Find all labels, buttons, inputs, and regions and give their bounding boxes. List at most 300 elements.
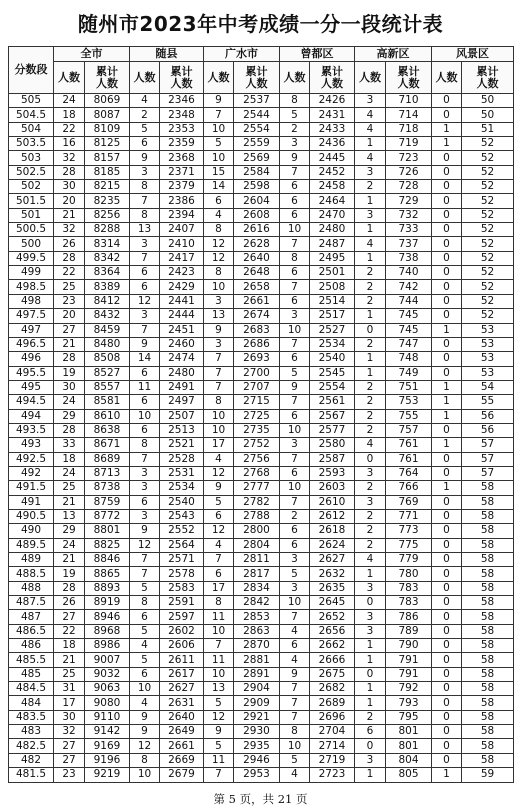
cumulative-cell: 2723 (310, 768, 355, 782)
cumulative-cell: 2661 (234, 294, 280, 308)
cumulative-cell: 2464 (310, 194, 355, 208)
count-cell: 6 (280, 194, 310, 208)
count-cell: 0 (432, 108, 462, 122)
cumulative-cell: 8759 (85, 495, 130, 509)
score-cell: 491.5 (9, 481, 54, 495)
cumulative-cell: 8581 (85, 395, 130, 409)
count-cell: 0 (355, 323, 386, 337)
cumulative-cell: 8689 (85, 452, 130, 466)
count-cell: 2 (355, 395, 386, 409)
count-cell: 0 (432, 596, 462, 610)
cumulative-cell: 714 (386, 108, 432, 122)
count-cell: 1 (355, 366, 386, 380)
count-cell: 6 (130, 266, 160, 280)
count-cell: 13 (130, 223, 160, 237)
cumulative-cell: 2567 (310, 409, 355, 423)
count-cell: 5 (280, 567, 310, 581)
count-cell: 8 (130, 753, 160, 767)
table-row (9, 495, 514, 509)
cumulative-cell: 2640 (234, 251, 280, 265)
cumulative-cell: 2501 (310, 266, 355, 280)
count-cell: 3 (280, 309, 310, 323)
count-cell: 10 (204, 624, 234, 638)
cumulative-cell: 773 (386, 524, 432, 538)
count-cell: 8 (204, 266, 234, 280)
cumulative-label-line2: 人数 (397, 76, 420, 90)
cumulative-cell: 8235 (85, 194, 130, 208)
region-header-gaoxin: 高新区 (355, 47, 432, 62)
count-cell: 9 (204, 481, 234, 495)
count-cell: 12 (204, 524, 234, 538)
count-cell: 7 (130, 567, 160, 581)
cumulative-cell: 8638 (85, 423, 130, 437)
count-cell: 2 (355, 481, 386, 495)
count-cell: 4 (204, 452, 234, 466)
cumulative-cell: 8364 (85, 266, 130, 280)
cumulative-cell: 8527 (85, 366, 130, 380)
count-cell: 7 (280, 682, 310, 696)
cumulative-cell: 2817 (234, 567, 280, 581)
cumulative-cell: 2891 (234, 667, 280, 681)
count-cell: 7 (204, 639, 234, 653)
cumulative-cell: 8610 (85, 409, 130, 423)
count-cell: 4 (355, 151, 386, 165)
cumulative-cell: 8801 (85, 524, 130, 538)
count-cell: 9 (204, 725, 234, 739)
count-cell: 0 (432, 223, 462, 237)
cumulative-cell: 2842 (234, 596, 280, 610)
cumulative-cell: 8087 (85, 108, 130, 122)
count-cell: 10 (280, 739, 310, 753)
table-row (9, 409, 514, 423)
count-cell: 8 (204, 596, 234, 610)
count-cell: 6 (130, 280, 160, 294)
cumulative-cell: 783 (386, 581, 432, 595)
cumulative-cell: 9219 (85, 768, 130, 782)
cumulative-cell: 8968 (85, 624, 130, 638)
table-row (9, 466, 514, 480)
header-row-regions (9, 47, 514, 62)
cumulative-cell: 2368 (160, 151, 204, 165)
cumulative-cell: 2507 (160, 409, 204, 423)
count-cell: 28 (54, 352, 85, 366)
cumulative-cell: 52 (462, 309, 514, 323)
cumulative-cell: 58 (462, 524, 514, 538)
count-cell: 7 (280, 452, 310, 466)
table-row (9, 137, 514, 151)
count-cell: 19 (54, 366, 85, 380)
table-row (9, 337, 514, 351)
count-cell: 9 (130, 710, 160, 724)
cumulative-cell: 2686 (234, 337, 280, 351)
cumulative-cell: 764 (386, 466, 432, 480)
table-row (9, 294, 514, 308)
cumulative-cell: 2598 (234, 180, 280, 194)
count-cell: 3 (130, 481, 160, 495)
region-header-citywide: 全市 (54, 47, 130, 62)
cumulative-cell: 2537 (234, 94, 280, 108)
count-cell: 18 (54, 452, 85, 466)
cumulative-cell: 56 (462, 423, 514, 437)
cumulative-cell: 761 (386, 438, 432, 452)
count-cell: 5 (280, 108, 310, 122)
cumulative-cell: 755 (386, 409, 432, 423)
count-cell: 1 (432, 122, 462, 136)
count-cell: 2 (355, 423, 386, 437)
count-cell: 10 (280, 323, 310, 337)
cumulative-cell: 2554 (234, 122, 280, 136)
cumulative-column-header (386, 62, 432, 94)
table-row (9, 739, 514, 753)
count-cell: 11 (204, 653, 234, 667)
count-cell: 24 (54, 395, 85, 409)
count-cell: 0 (432, 194, 462, 208)
cumulative-cell: 2426 (310, 94, 355, 108)
count-cell: 6 (130, 366, 160, 380)
count-cell: 22 (54, 624, 85, 638)
cumulative-cell: 52 (462, 266, 514, 280)
count-cell: 6 (130, 667, 160, 681)
count-cell: 15 (204, 165, 234, 179)
table-row (9, 768, 514, 782)
table-row (9, 251, 514, 265)
count-cell: 10 (204, 280, 234, 294)
count-cell: 21 (54, 208, 85, 222)
cumulative-column-header (310, 62, 355, 94)
cumulative-cell: 2436 (310, 137, 355, 151)
count-cell: 7 (130, 194, 160, 208)
count-cell: 12 (204, 237, 234, 251)
count-cell: 6 (280, 524, 310, 538)
table-row (9, 553, 514, 567)
table-row (9, 108, 514, 122)
count-cell: 0 (432, 509, 462, 523)
count-cell: 1 (355, 639, 386, 653)
count-cell: 13 (54, 509, 85, 523)
count-cell: 7 (204, 108, 234, 122)
count-cell: 3 (355, 753, 386, 767)
cumulative-cell: 2571 (160, 553, 204, 567)
cumulative-cell: 2531 (160, 466, 204, 480)
table-row (9, 696, 514, 710)
cumulative-cell: 2606 (160, 639, 204, 653)
count-cell: 14 (204, 180, 234, 194)
count-cell: 6 (280, 538, 310, 552)
count-cell: 7 (204, 553, 234, 567)
count-cell: 27 (54, 739, 85, 753)
cumulative-cell: 780 (386, 567, 432, 581)
cumulative-cell: 2460 (160, 337, 204, 351)
cumulative-cell: 2417 (160, 251, 204, 265)
table-row (9, 610, 514, 624)
cumulative-cell: 2782 (234, 495, 280, 509)
cumulative-cell: 747 (386, 337, 432, 351)
cumulative-cell: 2624 (310, 538, 355, 552)
count-cell: 0 (355, 452, 386, 466)
cumulative-cell: 2497 (160, 395, 204, 409)
count-cell: 4 (355, 553, 386, 567)
cumulative-cell: 2616 (234, 223, 280, 237)
count-cell: 1 (355, 194, 386, 208)
count-cell: 8 (280, 94, 310, 108)
cumulative-cell: 718 (386, 122, 432, 136)
count-cell: 24 (54, 94, 85, 108)
cumulative-cell: 2491 (160, 380, 204, 394)
cumulative-cell: 738 (386, 251, 432, 265)
count-cell: 5 (130, 653, 160, 667)
count-cell: 0 (432, 237, 462, 251)
count-cell: 30 (54, 180, 85, 194)
cumulative-cell: 726 (386, 165, 432, 179)
cumulative-cell: 56 (462, 409, 514, 423)
cumulative-cell: 54 (462, 380, 514, 394)
count-cell: 2 (355, 294, 386, 308)
count-cell: 7 (130, 251, 160, 265)
cumulative-cell: 2689 (310, 696, 355, 710)
cumulative-cell: 2452 (310, 165, 355, 179)
count-cell: 8 (130, 438, 160, 452)
count-cell: 3 (355, 610, 386, 624)
count-cell: 0 (432, 610, 462, 624)
cumulative-cell: 58 (462, 725, 514, 739)
table-row (9, 596, 514, 610)
score-cell: 484.5 (9, 682, 54, 696)
cumulative-cell: 58 (462, 567, 514, 581)
cumulative-cell: 2909 (234, 696, 280, 710)
count-cell: 13 (204, 309, 234, 323)
cumulative-cell: 57 (462, 452, 514, 466)
table-row (9, 352, 514, 366)
count-cell: 7 (130, 553, 160, 567)
cumulative-cell: 2429 (160, 280, 204, 294)
count-cell: 1 (355, 567, 386, 581)
score-cell: 491 (9, 495, 54, 509)
score-distribution-table (8, 46, 514, 783)
count-cell: 0 (432, 165, 462, 179)
cumulative-cell: 790 (386, 639, 432, 653)
count-cell: 17 (204, 438, 234, 452)
table-row (9, 639, 514, 653)
count-cell: 4 (130, 696, 160, 710)
count-cell: 5 (204, 137, 234, 151)
score-cell: 485.5 (9, 653, 54, 667)
count-cell: 9 (130, 725, 160, 739)
count-cell: 8 (130, 208, 160, 222)
count-cell: 0 (432, 710, 462, 724)
cumulative-cell: 771 (386, 509, 432, 523)
cumulative-cell: 52 (462, 251, 514, 265)
cumulative-cell: 2617 (160, 667, 204, 681)
count-cell: 10 (280, 223, 310, 237)
cumulative-cell: 2834 (234, 581, 280, 595)
count-cell: 7 (280, 495, 310, 509)
cumulative-cell: 53 (462, 366, 514, 380)
count-cell: 1 (355, 251, 386, 265)
score-cell: 499.5 (9, 251, 54, 265)
count-cell: 7 (130, 452, 160, 466)
score-cell: 503.5 (9, 137, 54, 151)
cumulative-cell: 58 (462, 581, 514, 595)
cumulative-cell: 783 (386, 596, 432, 610)
count-cell: 0 (432, 452, 462, 466)
cumulative-cell: 2904 (234, 682, 280, 696)
count-cell: 6 (280, 409, 310, 423)
cumulative-cell: 2930 (234, 725, 280, 739)
count-cell: 0 (432, 94, 462, 108)
count-cell: 4 (280, 768, 310, 782)
score-cell: 495.5 (9, 366, 54, 380)
cumulative-cell: 53 (462, 323, 514, 337)
count-cell: 2 (355, 280, 386, 294)
count-cell: 7 (280, 696, 310, 710)
count-cell: 20 (54, 194, 85, 208)
count-cell: 3 (355, 624, 386, 638)
table-row (9, 753, 514, 767)
score-cell: 494 (9, 409, 54, 423)
cumulative-cell: 58 (462, 624, 514, 638)
cumulative-cell: 2517 (310, 309, 355, 323)
count-cell: 1 (355, 653, 386, 667)
count-cell: 18 (54, 639, 85, 653)
count-cell: 27 (54, 323, 85, 337)
count-cell: 1 (355, 352, 386, 366)
region-header-zengdu: 曾都区 (280, 47, 355, 62)
table-row (9, 438, 514, 452)
cumulative-cell: 8825 (85, 538, 130, 552)
count-cell: 6 (204, 509, 234, 523)
cumulative-cell: 2640 (160, 710, 204, 724)
count-cell: 5 (130, 624, 160, 638)
score-cell: 504 (9, 122, 54, 136)
cumulative-cell: 2441 (160, 294, 204, 308)
count-cell: 0 (432, 366, 462, 380)
count-cell: 10 (204, 423, 234, 437)
cumulative-cell: 2674 (234, 309, 280, 323)
count-cell: 32 (54, 151, 85, 165)
table-row (9, 524, 514, 538)
score-cell: 496 (9, 352, 54, 366)
cumulative-cell: 751 (386, 380, 432, 394)
cumulative-cell: 52 (462, 294, 514, 308)
cumulative-cell: 2348 (160, 108, 204, 122)
cumulative-cell: 2658 (234, 280, 280, 294)
score-cell: 498 (9, 294, 54, 308)
cumulative-cell: 9080 (85, 696, 130, 710)
count-cell: 6 (204, 194, 234, 208)
table-row (9, 653, 514, 667)
cumulative-cell: 8986 (85, 639, 130, 653)
cumulative-cell: 52 (462, 137, 514, 151)
count-cell: 4 (355, 237, 386, 251)
count-cell: 0 (432, 495, 462, 509)
cumulative-cell: 58 (462, 509, 514, 523)
score-cell: 503 (9, 151, 54, 165)
cumulative-cell: 8185 (85, 165, 130, 179)
score-cell: 485 (9, 667, 54, 681)
cumulative-label-line1: 累计 (321, 64, 343, 78)
cumulative-cell: 8109 (85, 122, 130, 136)
count-cell: 2 (355, 409, 386, 423)
count-cell: 12 (204, 710, 234, 724)
cumulative-cell: 2543 (160, 509, 204, 523)
count-cell: 2 (130, 108, 160, 122)
count-cell: 2 (355, 710, 386, 724)
table-row (9, 151, 514, 165)
cumulative-cell: 8946 (85, 610, 130, 624)
count-cell: 5 (280, 366, 310, 380)
cumulative-cell: 2700 (234, 366, 280, 380)
score-cell: 497 (9, 323, 54, 337)
score-cell: 490 (9, 524, 54, 538)
cumulative-cell: 805 (386, 768, 432, 782)
cumulative-cell: 2666 (310, 653, 355, 667)
cumulative-cell: 58 (462, 610, 514, 624)
cumulative-cell: 58 (462, 667, 514, 681)
cumulative-cell: 9007 (85, 653, 130, 667)
count-cell: 25 (54, 667, 85, 681)
score-cell: 496.5 (9, 337, 54, 351)
cumulative-cell: 2612 (310, 509, 355, 523)
cumulative-cell: 2583 (160, 581, 204, 595)
count-cell: 12 (130, 739, 160, 753)
score-column-header: 分数段 (9, 47, 54, 94)
cumulative-cell: 50 (462, 94, 514, 108)
cumulative-cell: 2593 (310, 466, 355, 480)
score-cell: 482.5 (9, 739, 54, 753)
count-cell: 0 (432, 639, 462, 653)
count-cell: 7 (280, 237, 310, 251)
cumulative-label-line1: 累计 (170, 64, 193, 78)
cumulative-cell: 2528 (160, 452, 204, 466)
cumulative-cell: 2804 (234, 538, 280, 552)
cumulative-cell: 8412 (85, 294, 130, 308)
count-cell: 0 (432, 309, 462, 323)
table-row (9, 423, 514, 437)
cumulative-cell: 2564 (160, 538, 204, 552)
cumulative-cell: 8738 (85, 481, 130, 495)
count-cell: 4 (204, 208, 234, 222)
table-row (9, 481, 514, 495)
cumulative-cell: 9032 (85, 667, 130, 681)
cumulative-cell: 2544 (234, 108, 280, 122)
count-cell: 3 (130, 165, 160, 179)
cumulative-cell: 710 (386, 94, 432, 108)
count-cell: 26 (54, 237, 85, 251)
count-cell: 17 (54, 696, 85, 710)
cumulative-cell: 8919 (85, 596, 130, 610)
cumulative-cell: 744 (386, 294, 432, 308)
cumulative-cell: 59 (462, 768, 514, 782)
cumulative-cell: 2788 (234, 509, 280, 523)
count-cell: 3 (355, 495, 386, 509)
cumulative-cell: 8288 (85, 223, 130, 237)
score-cell: 501 (9, 208, 54, 222)
cumulative-cell: 8713 (85, 466, 130, 480)
cumulative-cell: 2527 (310, 323, 355, 337)
count-cell: 6 (280, 294, 310, 308)
count-cell: 6 (280, 266, 310, 280)
count-column-header: 人数 (432, 62, 462, 94)
count-cell: 3 (280, 553, 310, 567)
cumulative-cell: 8389 (85, 280, 130, 294)
cumulative-cell: 2777 (234, 481, 280, 495)
count-cell: 6 (130, 423, 160, 437)
count-cell: 0 (432, 151, 462, 165)
table-row (9, 581, 514, 595)
cumulative-cell: 2608 (234, 208, 280, 222)
count-cell: 5 (280, 753, 310, 767)
count-cell: 0 (432, 624, 462, 638)
